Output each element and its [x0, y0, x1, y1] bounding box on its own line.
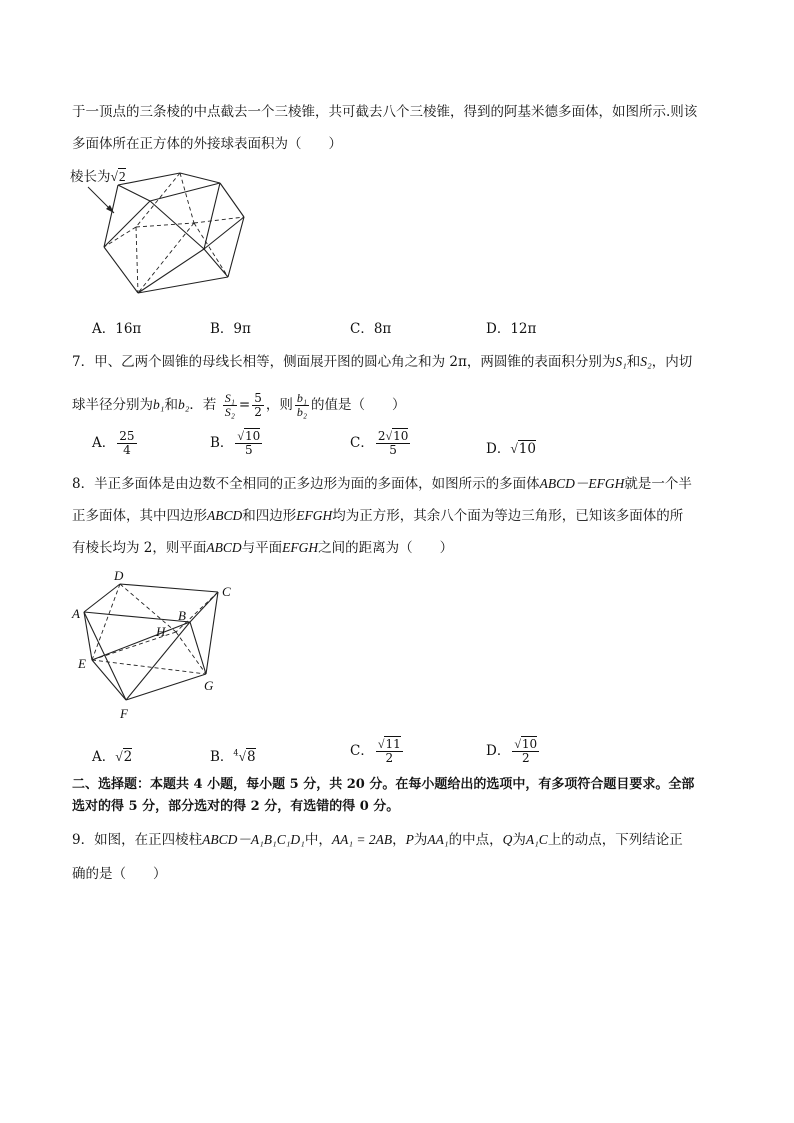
archimedean-solid-diagram	[70, 165, 255, 300]
vertex-label-e: E	[78, 656, 86, 671]
q6-option-a[interactable]: A．16π	[92, 321, 142, 337]
vertex-label-d: D	[114, 568, 124, 583]
section-2-line-1: 二、选择题：本题共 4 小题，每小题 5 分，共 20 分。在每小题给出的选项中，有多项符合题目要求。全部	[72, 777, 695, 792]
q6-option-d[interactable]: D．12π	[486, 321, 537, 337]
q8-option-c[interactable]: C． $\frac{√11}{2}$	[350, 737, 401, 765]
q8-line-2: 正多面体，其中四边形ABCD和四边形EFGH均为正方形，其余八个面为等边三角形，已知该多面体的所	[72, 508, 684, 524]
q9-line-2: 确的是（ ）	[72, 866, 167, 882]
vertex-label-b: B	[178, 608, 186, 623]
q8-option-a[interactable]: A．√2	[92, 749, 133, 765]
q6-option-c[interactable]: C．8π	[350, 321, 392, 337]
edge-length-root: 2	[118, 169, 126, 184]
q9-line-1: 9．如图，在正四棱柱ABCD－A₁B₁C₁D₁中，AA₁ = 2AB，P为AA₁的中点，Q为A₁C上的动点，下列结论正	[72, 832, 683, 848]
section-2-line-2: 选对的得 5 分，部分选对的得 2 分，有选错的得 0 分。	[72, 799, 400, 814]
q8-line-1: 8．半正多面体是由边数不全相同的正多边形为面的多面体，如图所示的多面体ABCD－EFGH就是一个半	[72, 476, 692, 492]
q7-option-b[interactable]: B． $\frac{√10}{5}$	[210, 429, 261, 457]
q8-option-d[interactable]: D． $\frac{√10}{2}$	[486, 737, 538, 765]
q7-option-c[interactable]: C． $\frac{2√10}{5}$	[350, 429, 409, 457]
semi-regular-polyhedron-diagram	[68, 566, 248, 726]
edge-length-label: 棱长为	[70, 169, 111, 185]
ask-fraction: $\frac{\text{b₁}}{\text{b₂}}$	[296, 391, 307, 419]
q7-option-a[interactable]: A． $\frac{25}{4}$	[92, 429, 135, 457]
ratio-fraction: $\frac{\text{S₁}}{\text{S₂}}$	[224, 391, 235, 419]
q6-option-b[interactable]: B．9π	[210, 321, 251, 337]
q6-line-1: 于一顶点的三条棱的中点截去一个三棱锥，共可截去八个三棱锥，得到的阿基米德多面体，如图所示.则该	[72, 104, 698, 120]
vertex-label-f: F	[120, 706, 128, 721]
vertex-label-h: H	[156, 624, 166, 639]
vertex-label-a: A	[72, 606, 80, 621]
q8-line-3: 有棱长均为 2，则平面ABCD与平面EFGH之间的距离为（ ）	[72, 540, 454, 556]
q8-figure	[68, 566, 248, 726]
ratio-value-fraction: $\frac{5}{2}$	[254, 391, 262, 419]
vertex-label-c: C	[222, 584, 231, 599]
vertex-label-g: G	[204, 678, 214, 693]
q8-option-b[interactable]: B．$^4$√8	[210, 748, 256, 765]
q6-line-2: 多面体所在正方体的外接球表面积为（ ）	[72, 136, 342, 152]
q6-figure: 棱长为√2	[70, 165, 255, 300]
q7-option-d[interactable]: D．√10	[486, 441, 536, 457]
q7-line-2: 球半径分别为b₁和b₂．若 $\frac{\text{S₁}}{\text{S₂}}$ = $\frac{5}{2}$ ，则 $\frac{\text{b₁}}{\text{b₂}}$ 的值是（ ）	[72, 391, 406, 419]
q7-line-1: 7．甲、乙两个圆锥的母线长相等，侧面展开图的圆心角之和为 2π，两圆锥的表面积分别为S₁和S₂，内切	[72, 354, 693, 370]
